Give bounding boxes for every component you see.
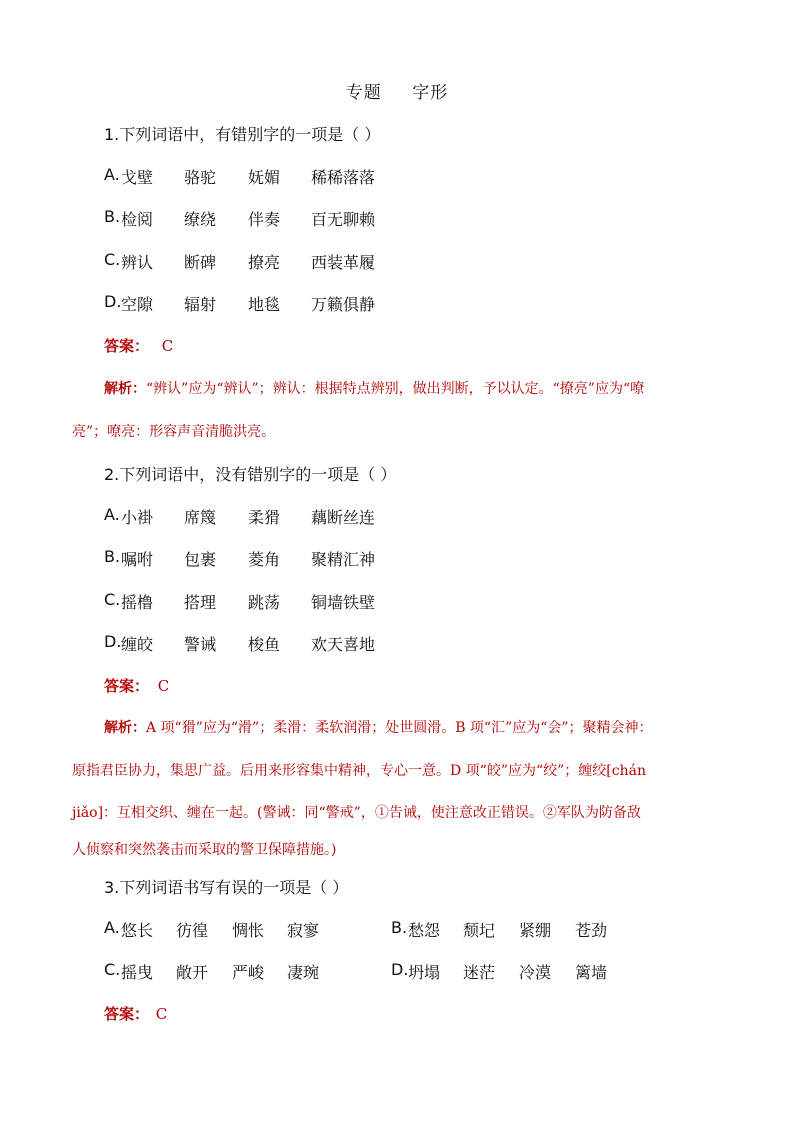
- option-word: 坍塌: [408, 963, 441, 982]
- answer-value: C: [157, 677, 170, 695]
- title-subject: 字形: [412, 83, 449, 103]
- option-word: 缭绕: [184, 210, 217, 229]
- option-word: 严峻: [232, 963, 265, 982]
- option-word: 西装革履: [311, 253, 376, 272]
- option-label: A.: [104, 165, 120, 184]
- option-word: 辐射: [184, 295, 217, 314]
- option-label: B.: [104, 207, 121, 226]
- q2-stem: 2.下列词语中，没有错别字的一项是（ ）: [104, 465, 397, 484]
- option-label: C.: [104, 960, 121, 979]
- option-label: B.: [391, 918, 408, 937]
- q2-explanation-line: 人侦察和突然袭击而采取的警卫保障措施。): [72, 842, 337, 858]
- option-word: 跳荡: [248, 593, 281, 612]
- answer-label: 答案：: [104, 1005, 150, 1023]
- option-word: 席篾: [184, 508, 217, 527]
- option-word: 苍劲: [575, 921, 608, 940]
- option-word: 搭理: [184, 593, 217, 612]
- option-word: 检阅: [121, 210, 154, 229]
- q2-explanation-line: 原指君臣协力，集思广益。后用来形容集中精神，专心一意。D 项“皎”应为“绞”；缠绞[chán: [72, 763, 646, 779]
- option-word: 聚精汇神: [311, 550, 376, 569]
- option-word: 万籁俱静: [311, 295, 376, 314]
- option-word: 梭鱼: [248, 635, 281, 654]
- option-word: 撩亮: [248, 253, 281, 272]
- page-title: [0, 78, 794, 103]
- option-word: 铜墙铁壁: [311, 593, 376, 612]
- q1-answer: [104, 335, 173, 356]
- option-word: 悠长: [121, 921, 154, 940]
- option-word: 篱墙: [575, 963, 608, 982]
- option-word: 断碑: [184, 253, 217, 272]
- option-word: 惆怅: [232, 921, 265, 940]
- option-word: 缠皎: [121, 635, 154, 654]
- option-word: 紧绷: [519, 921, 552, 940]
- option-label: C.: [104, 590, 121, 609]
- option-word: 敞开: [176, 963, 209, 982]
- option-word: 辨认: [121, 253, 154, 272]
- option-word: 柔猾: [248, 508, 281, 527]
- option-word: 嘱咐: [121, 550, 154, 569]
- option-word: 藕断丝连: [311, 508, 376, 527]
- option-word: 骆驼: [184, 168, 217, 187]
- option-label: D.: [104, 632, 122, 651]
- option-label: C.: [104, 250, 121, 269]
- answer-label: 答案：: [104, 677, 150, 695]
- option-label: A.: [104, 505, 120, 524]
- option-word: 冷漠: [519, 963, 552, 982]
- explanation-label: 解析：: [104, 381, 146, 397]
- option-word: 包裹: [184, 550, 217, 569]
- option-word: 伴奏: [248, 210, 281, 229]
- option-word: 寂寥: [287, 921, 320, 940]
- q2-explanation-line: jiǎo]：互相交织、缠在一起。(警诫：同“警戒”，①告诫，使注意改正错误。②军队为防备敌: [72, 805, 641, 821]
- option-word: 愁怨: [408, 921, 441, 940]
- option-word: 迷茫: [463, 963, 496, 982]
- option-label: B.: [104, 547, 121, 566]
- option-word: 摇曳: [121, 963, 154, 982]
- option-label: D.: [104, 292, 122, 311]
- q2-explanation-line: [104, 717, 653, 737]
- option-word: 颓圮: [463, 921, 496, 940]
- option-word: 百无聊赖: [311, 210, 376, 229]
- q1-explanation-line: [104, 378, 644, 398]
- option-word: 戈壁: [121, 168, 154, 187]
- explanation-text: A 项“猾”应为“滑”；柔滑：柔软润滑；处世圆滑。B 项“汇”应为“会”；聚精会神：: [146, 720, 653, 736]
- q3-stem: 3.下列词语书写有误的一项是（ ）: [104, 878, 349, 897]
- option-word: 欢天喜地: [311, 635, 376, 654]
- option-label: D.: [391, 960, 409, 979]
- q2-answer: [104, 675, 169, 696]
- answer-label: 答案：: [104, 337, 150, 355]
- explanation-label: 解析：: [104, 720, 146, 736]
- option-word: 摇橹: [121, 593, 154, 612]
- title-topic: 专题: [345, 83, 382, 103]
- answer-value: C: [161, 337, 174, 355]
- option-word: 菱角: [248, 550, 281, 569]
- option-word: 地毯: [248, 295, 281, 314]
- explanation-text: “辨认”应为“辨认”；辨认：根据特点辨别，做出判断，予以认定。“撩亮”应为“嘹: [146, 381, 645, 397]
- option-word: 警诫: [184, 635, 217, 654]
- option-label: A.: [104, 918, 120, 937]
- answer-value: C: [155, 1005, 168, 1023]
- q1-stem: 1.下列词语中，有错别字的一项是（ ）: [104, 125, 381, 144]
- option-word: 稀稀落落: [311, 168, 376, 187]
- q1-explanation-line: 亮”；嘹亮：形容声音清脆洪亮。: [72, 424, 276, 440]
- option-word: 凄琬: [287, 963, 320, 982]
- q3-answer: [104, 1003, 167, 1024]
- option-word: 妩媚: [248, 168, 281, 187]
- option-word: 彷徨: [176, 921, 209, 940]
- option-word: 小褂: [121, 508, 154, 527]
- option-word: 空隙: [121, 295, 154, 314]
